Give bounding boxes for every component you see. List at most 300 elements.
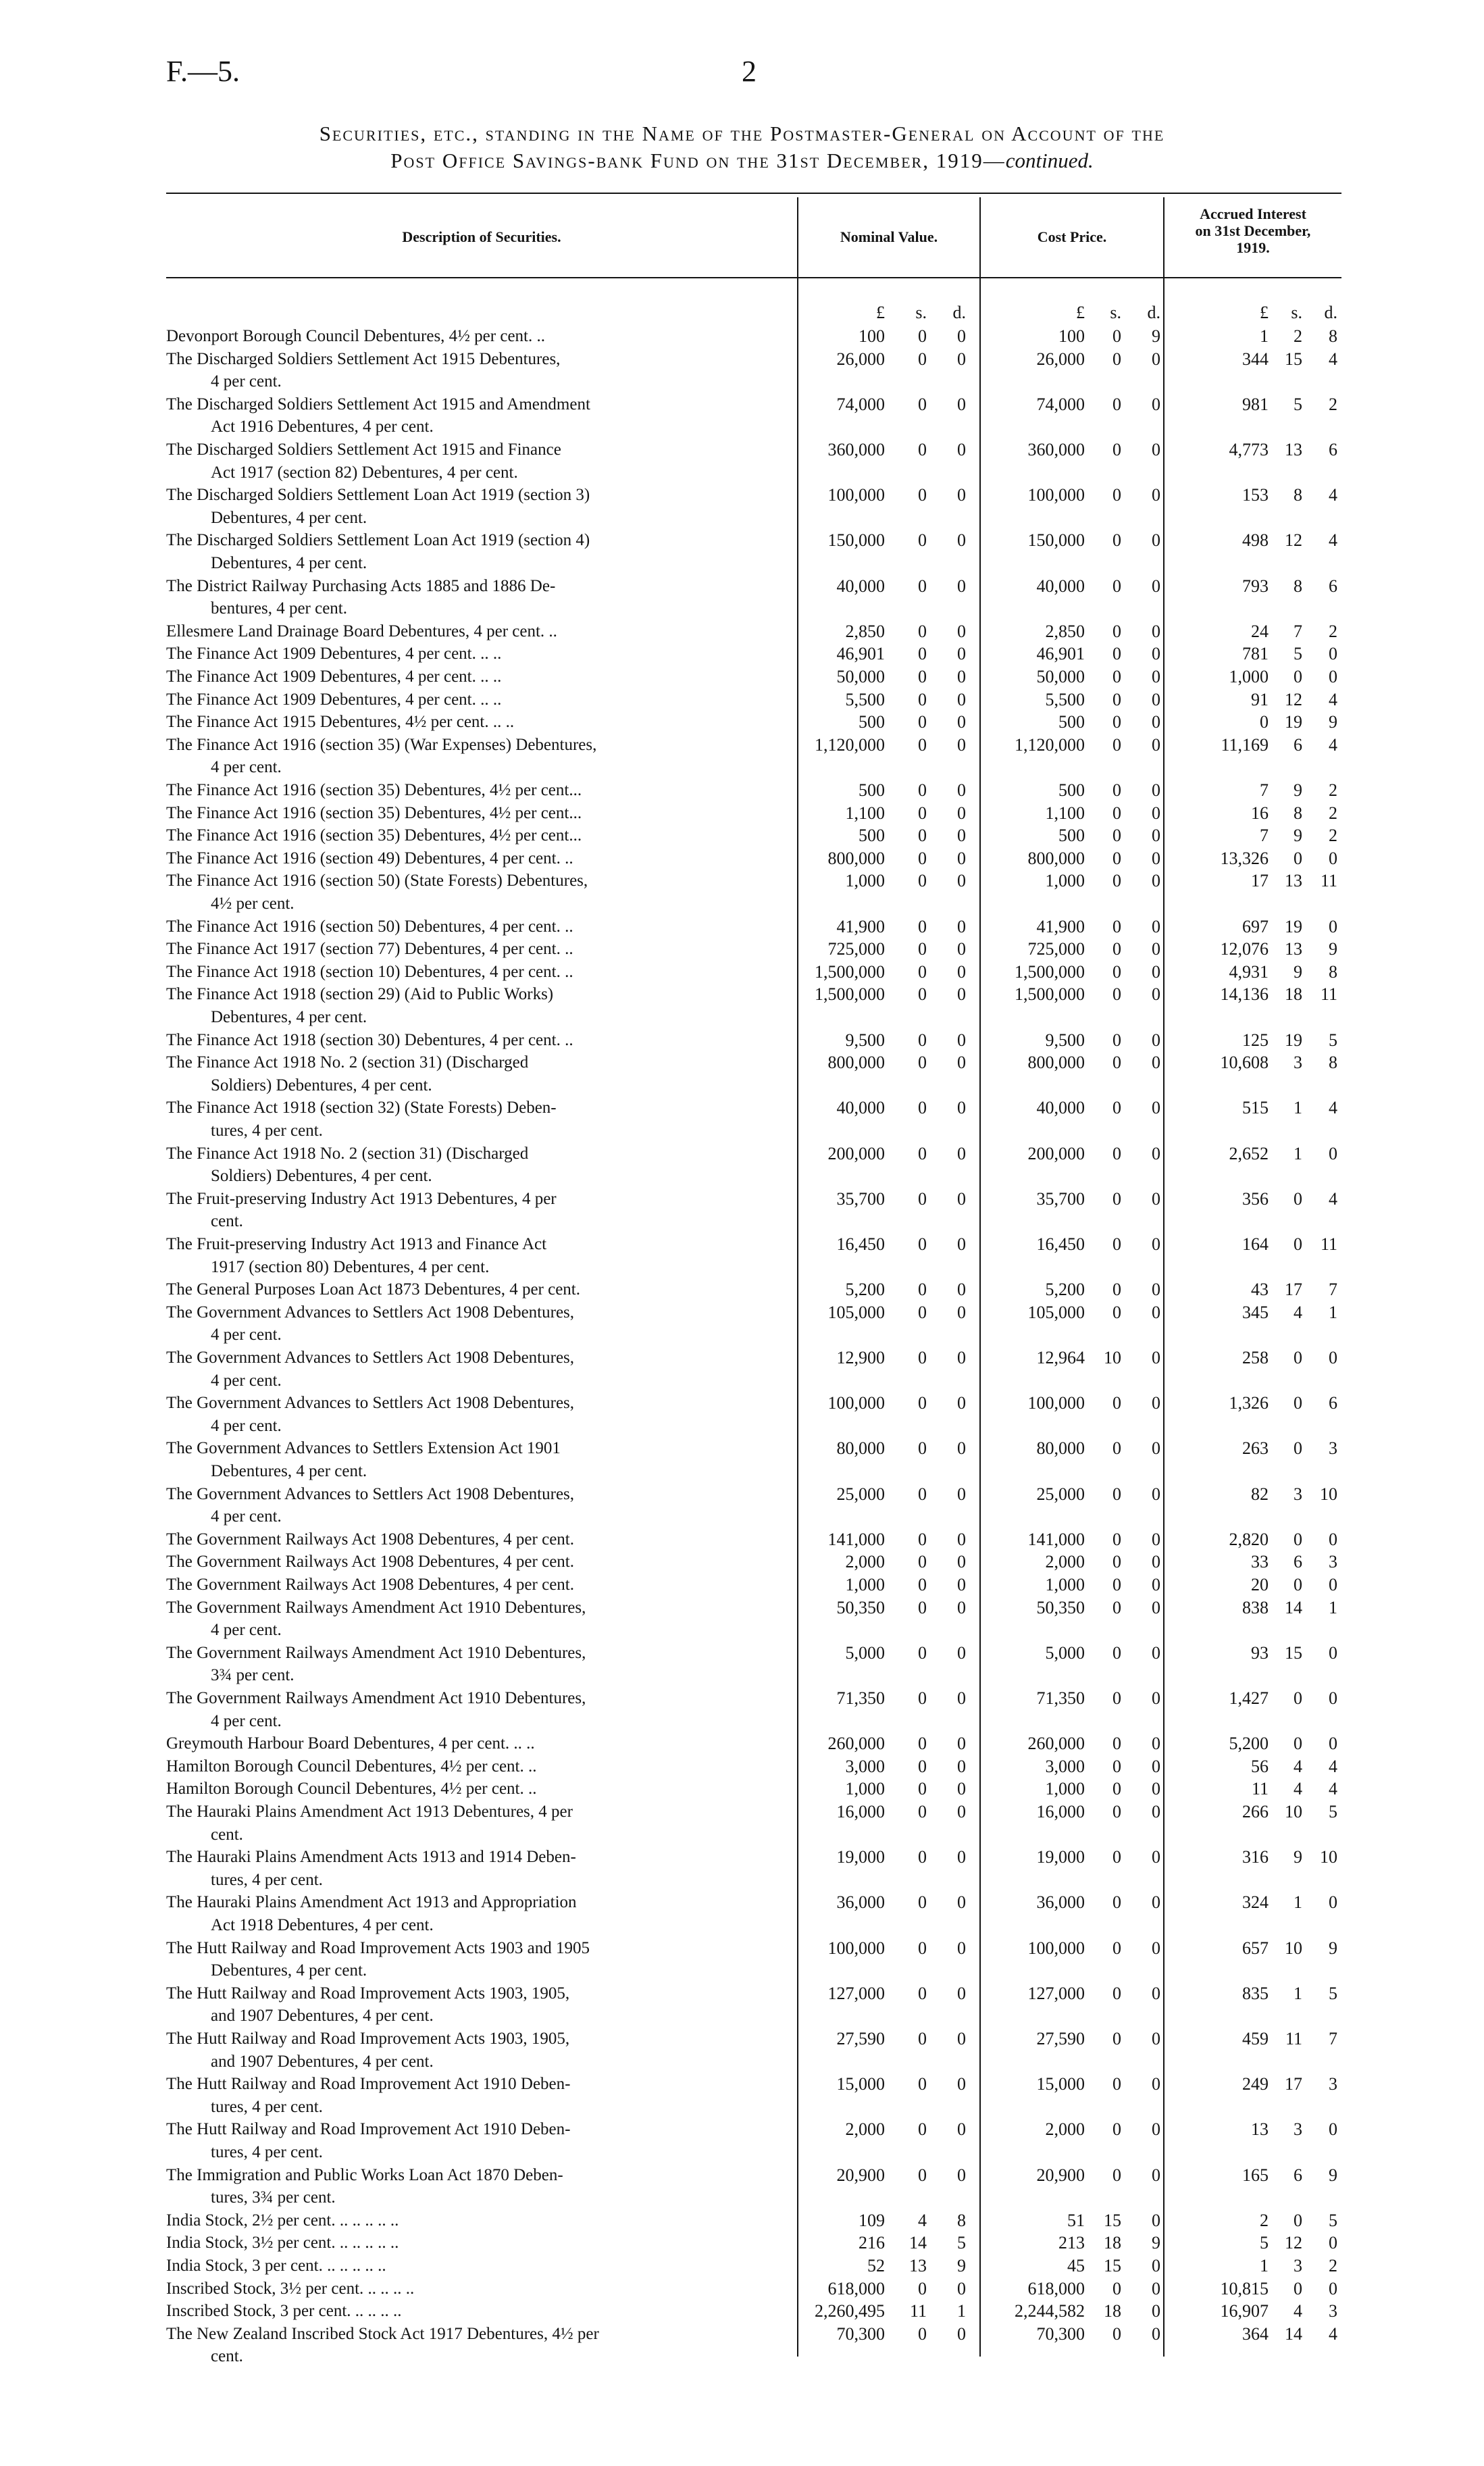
nominal-shillings: 0	[918, 984, 927, 1005]
description-line: The Finance Act 1916 (section 50) (State Forests) Debentures,	[166, 872, 588, 890]
security-description	[166, 438, 781, 484]
interest-pounds: 24	[1251, 621, 1269, 641]
nominal-pounds: 200,000	[827, 1143, 885, 1163]
security-description	[166, 2232, 781, 2255]
cost-shillings: 0	[1112, 1802, 1121, 1821]
cost-pence: 0	[1152, 848, 1160, 868]
description-line: Inscribed Stock, 3½ per cent. .. .. .. ..	[166, 2279, 415, 2298]
nominal-pence: 0	[957, 667, 966, 686]
cost-shillings: 0	[1112, 1938, 1121, 1958]
interest-shillings: 3	[1294, 1484, 1302, 1504]
interest-pence: 0	[1329, 848, 1337, 868]
nominal-shillings: 0	[918, 1734, 927, 1754]
cost-pence: 0	[1152, 1575, 1160, 1594]
cost-shillings: 0	[1112, 2323, 1121, 2344]
interest-pence: 4	[1329, 2323, 1337, 2344]
cost-shillings: 18	[1104, 2233, 1121, 2253]
nominal-pence: 0	[957, 1098, 966, 1118]
interest-shillings: 0	[1294, 1688, 1302, 1708]
nominal-pounds: 41,900	[836, 916, 885, 936]
interest-shillings: 4	[1294, 1302, 1302, 1322]
interest-pounds: 498	[1242, 530, 1269, 551]
interest-shillings: 12	[1285, 2233, 1302, 2253]
interest-pence: 0	[1329, 2119, 1337, 2140]
description-continuation-line: Debentures, 4 per cent.	[211, 1461, 367, 1480]
interest-pence: 1	[1329, 1597, 1337, 1617]
nominal-shillings: 0	[918, 916, 927, 936]
cost-shillings: 0	[1112, 1098, 1121, 1118]
interest-pence: 2	[1329, 394, 1337, 414]
nominal-shillings: 0	[918, 326, 927, 346]
cost-pence: 0	[1152, 1642, 1160, 1663]
nominal-pence: 9	[957, 2256, 966, 2275]
nominal-pence: 0	[957, 1552, 966, 1572]
cost-shillings: 15	[1104, 2210, 1121, 2230]
cost-pence: 0	[1152, 803, 1160, 823]
security-description	[166, 1687, 781, 1732]
cost-pounds: 71,350	[1036, 1688, 1085, 1708]
security-description	[166, 1437, 781, 1482]
nominal-shillings: 0	[918, 621, 927, 641]
description-continuation-line: tures, 4 per cent.	[211, 2142, 323, 2161]
cost-pounds: 150,000	[1027, 530, 1085, 551]
security-description	[166, 2028, 781, 2073]
interest-shillings: 3	[1294, 2256, 1302, 2275]
security-description	[166, 1142, 781, 1188]
description-line: The Finance Act 1909 Debentures, 4 per cent. .. ..	[166, 668, 502, 686]
description-line: The Government Railways Act 1908 Debentures, 4 per cent.	[166, 1576, 574, 1594]
cost-pence: 0	[1152, 2323, 1160, 2344]
interest-pounds: 91	[1251, 689, 1269, 709]
description-continuation-line: bentures, 4 per cent.	[211, 599, 348, 618]
nominal-pounds: 9,500	[845, 1030, 885, 1050]
interest-pence: 11	[1320, 871, 1337, 891]
cost-pence: 0	[1152, 1756, 1160, 1776]
description-line: The Finance Act 1909 Debentures, 4 per cent. .. ..	[166, 690, 502, 709]
nominal-pounds: 52	[867, 2256, 885, 2275]
nominal-shillings: 0	[918, 1280, 927, 1300]
interest-pence: 6	[1329, 1393, 1337, 1413]
description-line: The New Zealand Inscribed Stock Act 1917 Debentures, 4½ per	[166, 2324, 599, 2343]
column-header-cost: Cost Price.	[1037, 228, 1107, 245]
nominal-shillings: 0	[918, 848, 927, 868]
unit-shilling-cost: s.	[1110, 303, 1121, 322]
nominal-pence: 0	[957, 1734, 966, 1754]
interest-pounds: 16	[1251, 803, 1269, 823]
cost-shillings: 0	[1112, 2074, 1121, 2094]
nominal-pounds: 36,000	[836, 1892, 885, 1913]
nominal-shillings: 0	[918, 1756, 927, 1776]
cost-pounds: 100,000	[1027, 1938, 1085, 1958]
description-continuation-line: and 1907 Debentures, 4 per cent.	[211, 2007, 434, 2025]
interest-pence: 2	[1329, 803, 1337, 823]
cost-pence: 0	[1152, 712, 1160, 732]
cost-shillings: 0	[1112, 848, 1121, 868]
security-description	[166, 2255, 781, 2278]
nominal-shillings: 0	[918, 1053, 927, 1073]
nominal-shillings: 0	[918, 1234, 927, 1254]
nominal-pounds: 80,000	[836, 1438, 885, 1459]
description-line: The Hutt Railway and Road Improvement Acts 1903 and 1905	[166, 1938, 590, 1957]
interest-shillings: 0	[1294, 1734, 1302, 1754]
interest-shillings: 5	[1294, 394, 1302, 414]
description-line: The Finance Act 1909 Debentures, 4 per cent. .. ..	[166, 645, 502, 663]
description-continuation-line: 3¾ per cent.	[211, 1666, 295, 1685]
description-line: The Hauraki Plains Amendment Act 1913 and Appropriation	[166, 1893, 577, 1912]
cost-shillings: 0	[1112, 1484, 1121, 1504]
interest-pence: 4	[1329, 1779, 1337, 1799]
interest-pounds: 1	[1260, 326, 1269, 346]
nominal-shillings: 0	[918, 1393, 927, 1413]
nominal-shillings: 0	[918, 1575, 927, 1594]
security-description	[166, 1732, 781, 1755]
cost-shillings: 0	[1112, 984, 1121, 1005]
cost-shillings: 0	[1112, 1234, 1121, 1254]
cost-shillings: 0	[1112, 1053, 1121, 1073]
nominal-pence: 0	[957, 2074, 966, 2094]
cost-pounds: 50,000	[1036, 667, 1085, 686]
cost-shillings: 0	[1112, 485, 1121, 505]
cost-pence: 0	[1152, 1529, 1160, 1549]
interest-shillings: 1	[1294, 1098, 1302, 1118]
cost-pounds: 25,000	[1036, 1484, 1085, 1504]
cost-pounds: 1,120,000	[1015, 734, 1085, 755]
security-description	[166, 779, 781, 802]
security-description	[166, 2323, 781, 2368]
column-header-description: Description of Securities.	[402, 228, 561, 245]
interest-pounds: 11,169	[1221, 734, 1269, 755]
interest-pounds: 1,326	[1229, 1393, 1269, 1413]
security-description	[166, 620, 781, 643]
description-continuation-line: Act 1916 Debentures, 4 per cent.	[211, 418, 434, 436]
interest-shillings: 0	[1294, 848, 1302, 868]
security-description	[166, 2164, 781, 2209]
nominal-pounds: 1,000	[845, 1779, 885, 1799]
description-line: The Discharged Soldiers Settlement Loan Act 1919 (section 3)	[166, 486, 590, 505]
interest-pounds: 1	[1260, 2256, 1269, 2275]
cost-pounds: 500	[1058, 780, 1085, 800]
nominal-pounds: 16,450	[836, 1234, 885, 1254]
description-continuation-line: 4 per cent.	[211, 1416, 282, 1435]
nominal-pence: 0	[957, 1802, 966, 1821]
interest-pence: 4	[1329, 530, 1337, 551]
interest-shillings: 3	[1294, 2119, 1302, 2140]
nominal-pence: 0	[957, 1597, 966, 1617]
interest-shillings: 9	[1294, 826, 1302, 846]
nominal-shillings: 0	[918, 712, 927, 732]
interest-pence: 5	[1329, 1030, 1337, 1050]
cost-pence: 0	[1152, 1234, 1160, 1254]
interest-shillings: 9	[1294, 780, 1302, 800]
description-continuation-line: 4 per cent.	[211, 372, 282, 391]
description-line: Hamilton Borough Council Debentures, 4½ per cent. ..	[166, 1757, 537, 1776]
interest-pounds: 5,200	[1229, 1734, 1269, 1754]
cost-pounds: 40,000	[1036, 1098, 1085, 1118]
security-description	[166, 983, 781, 1028]
security-description	[166, 575, 781, 620]
cost-shillings: 18	[1104, 2301, 1121, 2321]
description-line: The Government Railways Act 1908 Debentures, 4 per cent.	[166, 1530, 574, 1549]
description-continuation-line: 4 per cent.	[211, 758, 282, 777]
security-description	[166, 1051, 781, 1097]
nominal-pence: 0	[957, 848, 966, 868]
interest-pounds: 13	[1251, 2119, 1269, 2140]
interest-pence: 6	[1329, 440, 1337, 459]
nominal-pounds: 100,000	[827, 1393, 885, 1413]
cost-shillings: 0	[1112, 1688, 1121, 1708]
security-description	[166, 1937, 781, 1982]
interest-pounds: 263	[1242, 1438, 1269, 1459]
nominal-pence: 0	[957, 1688, 966, 1708]
interest-pence: 0	[1329, 2233, 1337, 2253]
cost-pounds: 5,200	[1045, 1280, 1085, 1300]
interest-pounds: 793	[1242, 576, 1269, 596]
nominal-pounds: 3,000	[845, 1756, 885, 1776]
security-description	[166, 1301, 781, 1347]
nominal-pence: 8	[957, 2210, 966, 2230]
nominal-shillings: 0	[918, 1143, 927, 1163]
nominal-shillings: 0	[918, 1892, 927, 1913]
nominal-shillings: 0	[918, 826, 927, 846]
description-line: The Fruit-preserving Industry Act 1913 Debentures, 4 per	[166, 1189, 557, 1208]
description-continuation-line: tures, 4 per cent.	[211, 1121, 323, 1140]
nominal-pence: 1	[957, 2301, 966, 2321]
security-description	[166, 1483, 781, 1528]
cost-pence: 0	[1152, 485, 1160, 505]
cost-pounds: 1,000	[1045, 871, 1085, 891]
security-description	[166, 1596, 781, 1642]
description-line: The Finance Act 1918 (section 32) (State Forests) Deben-	[166, 1099, 557, 1117]
security-description	[166, 1347, 781, 1392]
description-line: The Discharged Soldiers Settlement Loan Act 1919 (section 4)	[166, 531, 590, 550]
nominal-pence: 0	[957, 712, 966, 732]
interest-shillings: 14	[1285, 1597, 1302, 1617]
cost-shillings: 0	[1112, 1188, 1121, 1209]
cost-shillings: 10	[1104, 1348, 1121, 1367]
nominal-shillings: 0	[918, 1847, 927, 1867]
interest-shillings: 13	[1285, 939, 1302, 959]
interest-shillings: 1	[1294, 1892, 1302, 1913]
interest-shillings: 5	[1294, 644, 1302, 664]
description-line: The Discharged Soldiers Settlement Act 1915 and Finance	[166, 441, 561, 459]
interest-pounds: 82	[1251, 1484, 1269, 1504]
nominal-shillings: 0	[918, 871, 927, 891]
nominal-pounds: 1,000	[845, 871, 885, 891]
interest-pounds: 93	[1251, 1642, 1269, 1663]
nominal-pounds: 500	[859, 826, 885, 846]
interest-pounds: 10,815	[1220, 2278, 1269, 2298]
cost-pounds: 51	[1067, 2210, 1085, 2230]
description-line: The Government Railways Act 1908 Debentures, 4 per cent.	[166, 1553, 574, 1571]
nominal-pence: 0	[957, 1642, 966, 1663]
description-line: Devonport Borough Council Debentures, 4½ per cent. ..	[166, 327, 545, 345]
nominal-shillings: 0	[918, 2119, 927, 2140]
interest-pence: 8	[1329, 1053, 1337, 1073]
nominal-pence: 0	[957, 621, 966, 641]
interest-pounds: 4,931	[1229, 961, 1269, 982]
interest-shillings: 15	[1285, 349, 1302, 369]
cost-pounds: 100	[1058, 326, 1085, 346]
interest-shillings: 8	[1294, 485, 1302, 505]
interest-pounds: 657	[1242, 1938, 1269, 1958]
interest-shillings: 4	[1294, 2301, 1302, 2321]
description-continuation-line: tures, 4 per cent.	[211, 1870, 323, 1889]
nominal-pounds: 5,000	[845, 1642, 885, 1663]
cost-pence: 0	[1152, 2256, 1160, 2275]
column-header-interest-line-3: 1919.	[1236, 239, 1270, 256]
column-header-interest-line-1: Accrued Interest	[1200, 205, 1306, 222]
nominal-pounds: 70,300	[836, 2323, 885, 2344]
interest-shillings: 19	[1285, 712, 1302, 732]
description-line: India Stock, 3 per cent. .. .. .. .. ..	[166, 2257, 386, 2275]
nominal-pounds: 46,901	[836, 644, 885, 664]
cost-pence: 0	[1152, 1688, 1160, 1708]
cost-pounds: 19,000	[1036, 1847, 1085, 1867]
cost-pounds: 725,000	[1027, 939, 1085, 959]
description-line: The Government Advances to Settlers Extension Act 1901	[166, 1439, 561, 1458]
interest-pence: 2	[1329, 621, 1337, 641]
cost-pounds: 16,000	[1036, 1802, 1085, 1821]
nominal-shillings: 0	[918, 349, 927, 369]
interest-pounds: 125	[1242, 1030, 1269, 1050]
description-continuation-line: Debentures, 4 per cent.	[211, 508, 367, 527]
cost-shillings: 0	[1112, 2029, 1121, 2048]
nominal-shillings: 0	[918, 2074, 927, 2094]
description-line: The Government Advances to Settlers Act 1908 Debentures,	[166, 1303, 575, 1322]
nominal-shillings: 0	[918, 1779, 927, 1799]
description-line: The Discharged Soldiers Settlement Act 1915 Debentures,	[166, 349, 561, 368]
interest-pence: 4	[1329, 734, 1337, 755]
nominal-pence: 5	[957, 2233, 966, 2253]
nominal-pounds: 16,000	[836, 1802, 885, 1821]
interest-pence: 10	[1320, 1484, 1337, 1504]
interest-pence: 0	[1329, 1529, 1337, 1549]
nominal-pounds: 1,100	[845, 803, 885, 823]
interest-pence: 0	[1329, 644, 1337, 664]
description-line: The Finance Act 1916 (section 35) Debentures, 4½ per cent...	[166, 803, 582, 822]
cost-pounds: 3,000	[1045, 1756, 1085, 1776]
interest-pence: 9	[1329, 939, 1337, 959]
cost-shillings: 0	[1112, 1529, 1121, 1549]
unit-pence-cost: d.	[1147, 303, 1160, 322]
cost-pence: 0	[1152, 961, 1160, 982]
interest-shillings: 9	[1294, 1847, 1302, 1867]
description-line: The District Railway Purchasing Acts 1885 and 1886 De-	[166, 576, 556, 595]
nominal-pounds: 618,000	[827, 2278, 885, 2298]
cost-pence: 0	[1152, 780, 1160, 800]
description-line: The Government Advances to Settlers Act 1908 Debentures,	[166, 1394, 575, 1413]
interest-pounds: 697	[1242, 916, 1269, 936]
nominal-pence: 0	[957, 803, 966, 823]
nominal-pence: 0	[957, 326, 966, 346]
interest-pence: 4	[1329, 689, 1337, 709]
nominal-pounds: 1,500,000	[815, 984, 885, 1005]
nominal-pence: 0	[957, 1484, 966, 1504]
cost-shillings: 0	[1112, 2278, 1121, 2298]
cost-pence: 0	[1152, 1484, 1160, 1504]
security-description	[166, 1528, 781, 1551]
cost-pounds: 12,964	[1036, 1348, 1085, 1367]
cost-pounds: 260,000	[1027, 1734, 1085, 1754]
interest-shillings: 17	[1285, 2074, 1302, 2094]
cost-pounds: 80,000	[1036, 1438, 1085, 1459]
interest-shillings: 1	[1294, 1143, 1302, 1163]
interest-pounds: 12,076	[1220, 939, 1269, 959]
nominal-pence: 0	[957, 1575, 966, 1594]
interest-pence: 5	[1329, 2210, 1337, 2230]
description-line: The Finance Act 1916 (section 35) (War Expenses) Debentures,	[166, 735, 597, 754]
nominal-pounds: 500	[859, 780, 885, 800]
description-continuation-line: cent.	[211, 1212, 243, 1231]
cost-pence: 0	[1152, 826, 1160, 846]
description-line: The Finance Act 1917 (section 77) Debentures, 4 per cent. ..	[166, 940, 573, 959]
security-description	[166, 938, 781, 961]
description-line: The General Purposes Loan Act 1873 Debentures, 4 per cent.	[166, 1280, 581, 1299]
interest-shillings: 0	[1294, 667, 1302, 686]
cost-pounds: 35,700	[1036, 1188, 1085, 1209]
nominal-shillings: 0	[918, 1802, 927, 1821]
cost-pounds: 800,000	[1027, 848, 1085, 868]
interest-shillings: 19	[1285, 1030, 1302, 1050]
interest-shillings: 19	[1285, 916, 1302, 936]
cost-pounds: 1,500,000	[1015, 984, 1085, 1005]
cost-shillings: 0	[1112, 734, 1121, 755]
cost-shillings: 0	[1112, 440, 1121, 459]
security-description	[166, 484, 781, 529]
interest-shillings: 6	[1294, 734, 1302, 755]
cost-pounds: 2,244,582	[1015, 2301, 1085, 2321]
nominal-shillings: 4	[918, 2210, 927, 2230]
nominal-shillings: 0	[918, 939, 927, 959]
cost-pence: 0	[1152, 1847, 1160, 1867]
security-description	[166, 1233, 781, 1278]
security-description	[166, 915, 781, 938]
nominal-shillings: 0	[918, 667, 927, 686]
interest-shillings: 4	[1294, 1756, 1302, 1776]
unit-shilling-nominal: s.	[915, 303, 927, 322]
description-continuation-line: 4 per cent.	[211, 1326, 282, 1344]
cost-pounds: 40,000	[1036, 576, 1085, 596]
nominal-pounds: 500	[859, 712, 885, 732]
interest-pence: 0	[1329, 1143, 1337, 1163]
cost-pence: 0	[1152, 1938, 1160, 1958]
cost-pence: 0	[1152, 734, 1160, 755]
interest-pence: 7	[1329, 1280, 1337, 1300]
security-description	[166, 1574, 781, 1596]
nominal-pence: 0	[957, 1053, 966, 1073]
interest-shillings: 0	[1294, 1234, 1302, 1254]
interest-pounds: 43	[1251, 1280, 1269, 1300]
interest-pounds: 838	[1242, 1597, 1269, 1617]
cost-pence: 0	[1152, 1734, 1160, 1754]
description-line: The Finance Act 1918 (section 10) Debentures, 4 per cent. ..	[166, 962, 573, 981]
nominal-pence: 0	[957, 939, 966, 959]
security-description	[166, 1188, 781, 1233]
interest-pence: 2	[1329, 2256, 1337, 2275]
nominal-pounds: 50,350	[836, 1597, 885, 1617]
nominal-pence: 0	[957, 2323, 966, 2344]
cost-pence: 0	[1152, 1030, 1160, 1050]
interest-pence: 8	[1329, 326, 1337, 346]
interest-shillings: 3	[1294, 1053, 1302, 1073]
nominal-pounds: 800,000	[827, 848, 885, 868]
interest-pounds: 2,820	[1229, 1529, 1269, 1549]
cost-shillings: 0	[1112, 689, 1121, 709]
cost-shillings: 0	[1112, 1892, 1121, 1913]
interest-pence: 4	[1329, 1098, 1337, 1118]
interest-shillings: 0	[1294, 1438, 1302, 1459]
cost-shillings: 0	[1112, 530, 1121, 551]
